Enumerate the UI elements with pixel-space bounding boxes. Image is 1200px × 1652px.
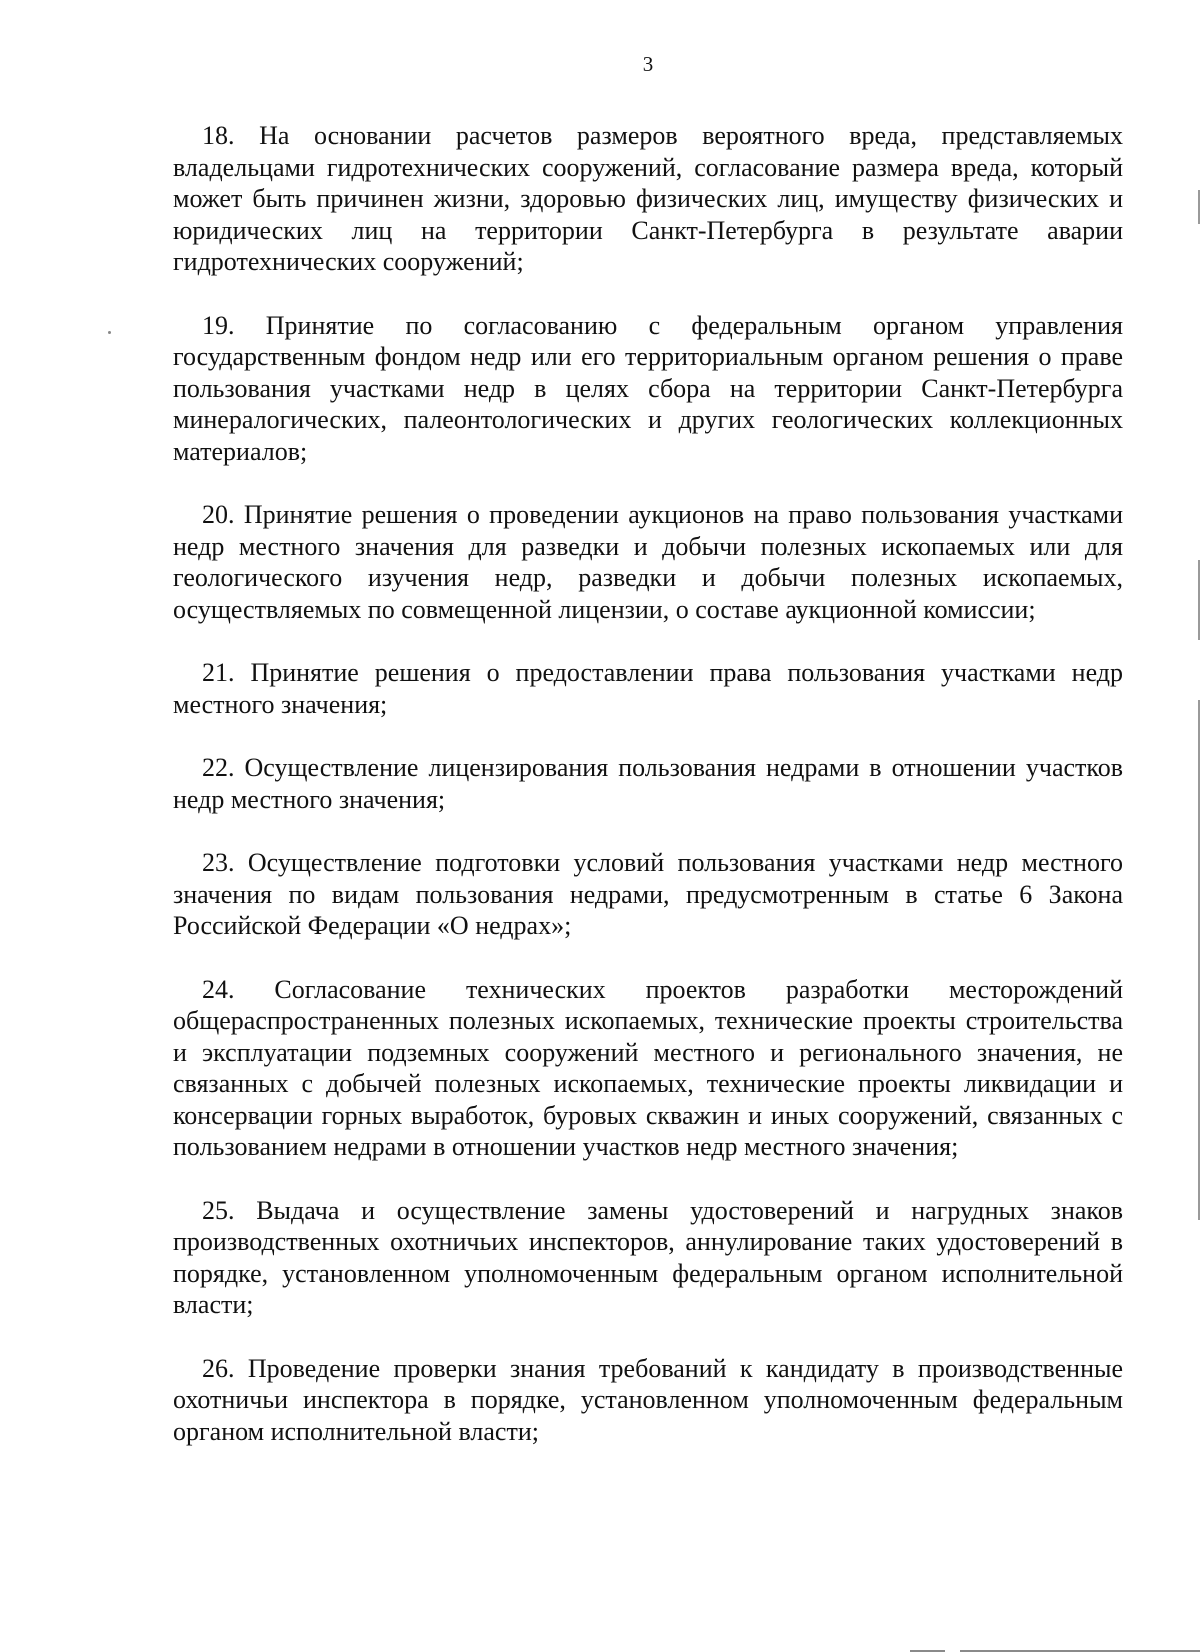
- paragraph-24: 24. Согласование технических проектов разработки месторождений общераспространенных полезных ископаемых, технические проекты строительства и эксплуатации подземных сооружений местного и регионального значения, не связанных с добычей полезных ископаемых, технические проекты ликвидации и консервации горных выработок, буровых скважин и иных сооружений, связанных с пользованием недрами в отношении участков недр местного значения;: [173, 974, 1123, 1161]
- paragraph-18: 18. На основании расчетов размеров вероятного вреда, представляемых владельцами гидротехнических сооружений, согласование размера вреда, который может быть причинен жизни, здоровью физических лиц, имуществу физических и юридических лиц на территории Санкт-Петербурга в результате аварии гидротехнических сооружений;: [173, 121, 1123, 276]
- document-body: [173, 120, 1123, 1479]
- paragraph-25: 25. Выдача и осуществление замены удостоверений и нагрудных знаков производственных охотничьих инспекторов, аннулирование таких удостоверений в порядке, установленном уполномоченным федеральным органом исполнительной власти;: [173, 1195, 1123, 1319]
- paragraph-19: 19. Принятие по согласованию с федеральным органом управления государственным фондом недр или его территориальным органом решения о праве пользования участками недр в целях сбора на территории Санкт-Петербурга минералогических, палеонтологических и других геологических коллекционных материалов;: [173, 310, 1123, 466]
- paragraph-21: 21. Принятие решения о предоставлении права пользования участками недр местного значения;: [173, 658, 1123, 719]
- paragraph-20: 20. Принятие решения о проведении аукционов на право пользования участками недр местного значения для разведки и добычи полезных ископаемых или для геологического изучения недр, разведки и добычи полезных ископаемых, осуществляемых по совмещенной лицензии, о составе аукционной комиссии;: [173, 500, 1123, 624]
- scan-artifact-dot: [108, 331, 111, 334]
- paragraph-22: 22. Осуществление лицензирования пользования недрами в отношении участков недр местного значения;: [173, 753, 1123, 814]
- paragraph-23: 23. Осуществление подготовки условий пользования участками недр местного значения по видам пользования недрами, предусмотренным в статье 6 Закона Российской Федерации «О недрах»;: [173, 848, 1123, 940]
- paragraph-26: 26. Проведение проверки знания требований к кандидату в производственные охотничьи инспектора в порядке, установленном уполномоченным федеральным органом исполнительной власти;: [173, 1353, 1123, 1446]
- page-number: 3: [642, 52, 654, 76]
